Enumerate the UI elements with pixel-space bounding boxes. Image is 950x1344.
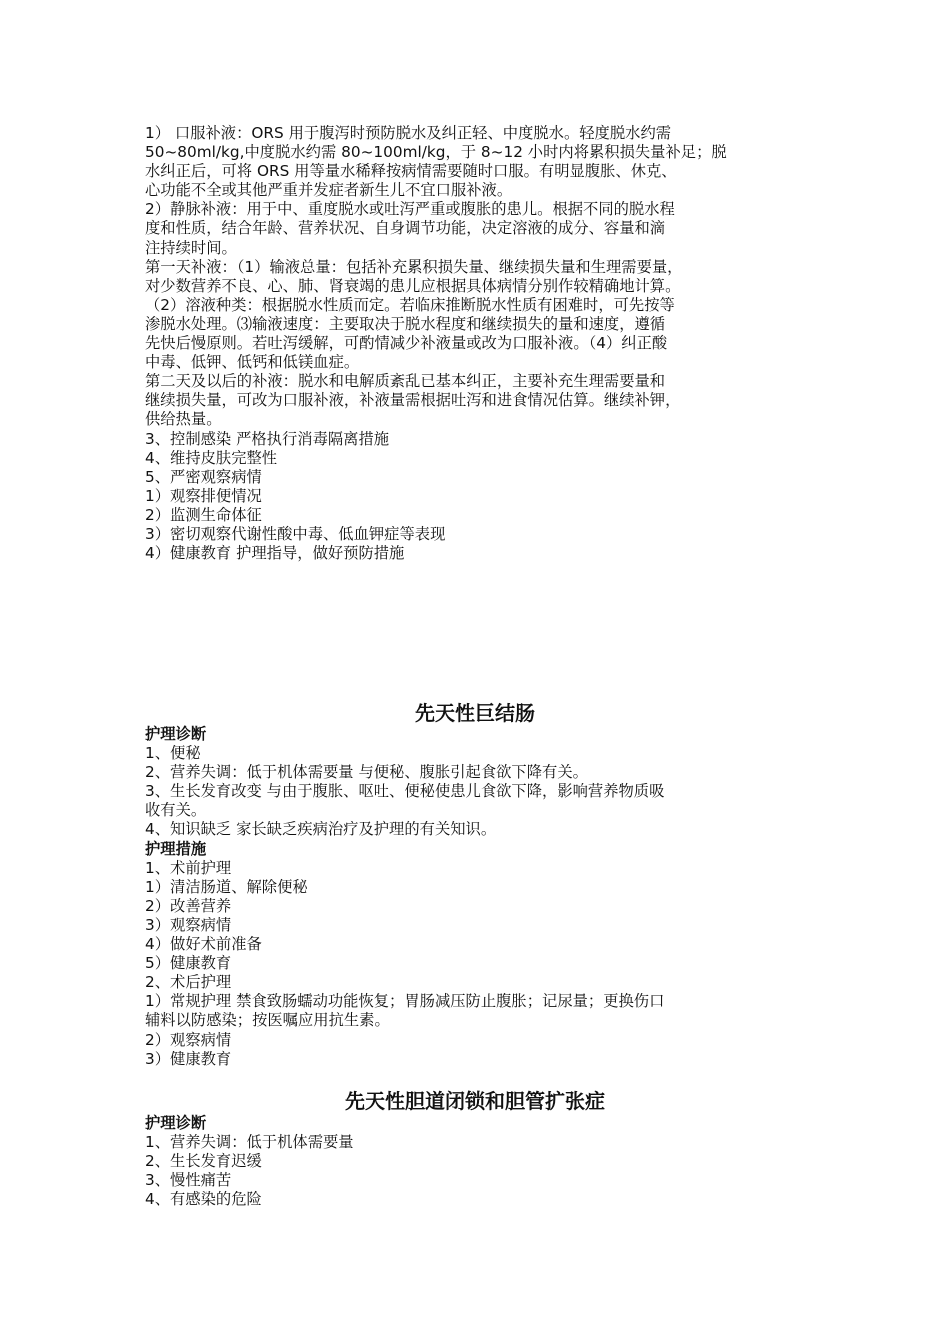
text-line: 第二天及以后的补液：脱水和电解质紊乱已基本纠正，主要补充生理需要量和 bbox=[145, 372, 666, 391]
measures-line: 3）健康教育 bbox=[145, 1049, 232, 1068]
diagnosis-line: 4、知识缺乏 家长缺乏疾病治疗及护理的有关知识。 bbox=[145, 820, 497, 839]
measures-line: 辅料以防感染；按医嘱应用抗生素。 bbox=[145, 1011, 390, 1030]
text-line: 4）健康教育 护理指导，做好预防措施 bbox=[145, 544, 405, 563]
text-line: 3）密切观察代谢性酸中毒、低血钾症等表现 bbox=[145, 524, 446, 543]
text-line: 2）静脉补液：用于中、重度脱水或吐泻严重或腹胀的患儿。根据不同的脱水程 bbox=[145, 200, 675, 219]
diagnosis-heading: 护理诊断 bbox=[145, 725, 207, 743]
diagnosis-line: 2、生长发育迟缓 bbox=[145, 1152, 262, 1171]
section-fluid-therapy bbox=[145, 124, 825, 563]
measures-line: 5）健康教育 bbox=[145, 954, 232, 973]
measures-line: 2）观察病情 bbox=[145, 1030, 232, 1049]
text-line: 2）监测生命体征 bbox=[145, 505, 262, 524]
section-hirschsprung bbox=[145, 725, 825, 1069]
text-line: 渗脱水处理。⑶输液速度：主要取决于脱水程度和继续损失的量和速度，遵循 bbox=[145, 314, 666, 333]
section-title-hirschsprung: 先天性巨结肠 bbox=[415, 701, 535, 725]
diagnosis-line: 1、营养失调：低于机体需要量 bbox=[145, 1133, 354, 1152]
measures-line: 1）清洁肠道、解除便秘 bbox=[145, 877, 308, 896]
diagnosis-heading: 护理诊断 bbox=[145, 1114, 207, 1132]
text-line: 5、严密观察病情 bbox=[145, 467, 262, 486]
text-line: 50~80ml/kg,中度脱水约需 80~100ml/kg，于 8~12 小时内将累积损失量补足；脱 bbox=[145, 143, 727, 162]
diagnosis-line: 4、有感染的危险 bbox=[145, 1190, 262, 1209]
section-biliary-atresia bbox=[145, 1114, 825, 1209]
measures-line: 2）改善营养 bbox=[145, 896, 232, 915]
text-line: 供给热量。 bbox=[145, 410, 222, 429]
section-title-biliary-atresia: 先天性胆道闭锁和胆管扩张症 bbox=[345, 1089, 605, 1113]
measures-line: 1）常规护理 禁食致肠蠕动功能恢复；胃肠减压防止腹胀；记尿量；更换伤口 bbox=[145, 992, 665, 1011]
text-line: 先快后慢原则。若吐泻缓解，可酌情减少补液量或改为口服补液。（4）纠正酸 bbox=[145, 334, 668, 353]
text-line: 1）观察排便情况 bbox=[145, 486, 262, 505]
text-line: （2）溶液种类：根据脱水性质而定。若临床推断脱水性质有困难时，可先按等 bbox=[145, 295, 675, 314]
measures-line: 2、术后护理 bbox=[145, 973, 232, 992]
diagnosis-line: 3、慢性痛苦 bbox=[145, 1171, 232, 1190]
text-line: 3、控制感染 严格执行消毒隔离措施 bbox=[145, 429, 390, 448]
diagnosis-line: 收有关。 bbox=[145, 801, 207, 820]
diagnosis-line: 1、便秘 bbox=[145, 744, 201, 763]
measures-heading: 护理措施 bbox=[145, 839, 207, 858]
measures-line: 3）观察病情 bbox=[145, 915, 232, 934]
text-line: 对少数营养不良、心、肺、肾衰竭的患儿应根据具体病情分别作较精确地计算。 bbox=[145, 276, 681, 295]
diagnosis-line: 3、生长发育改变 与由于腹胀、呕吐、便秘使患儿食欲下降，影响营养物质吸 bbox=[145, 782, 665, 801]
measures-line: 1、术前护理 bbox=[145, 858, 232, 877]
text-line: 注持续时间。 bbox=[145, 238, 237, 257]
text-line: 心功能不全或其他严重并发症者新生儿不宜口服补液。 bbox=[145, 181, 513, 200]
text-line: 继续损失量，可改为口服补液，补液量需根据吐泻和进食情况估算。继续补钾， bbox=[145, 391, 681, 410]
text-line: 4、维持皮肤完整性 bbox=[145, 448, 278, 467]
diagnosis-line: 2、营养失调：低于机体需要量 与便秘、腹胀引起食欲下降有关。 bbox=[145, 763, 588, 782]
measures-line: 4）做好术前准备 bbox=[145, 935, 262, 954]
text-line: 度和性质，结合年龄、营养状况、自身调节功能，决定溶液的成分、容量和滴 bbox=[145, 219, 666, 238]
text-line: 水纠正后，可将 ORS 用等量水稀释按病情需要随时口服。有明显腹胀、休克、 bbox=[145, 162, 677, 181]
text-line: 1） 口服补液：ORS 用于腹泻时预防脱水及纠正轻、中度脱水。轻度脱水约需 bbox=[145, 124, 672, 142]
text-line: 第一天补液：（1）输液总量：包括补充累积损失量、继续损失量和生理需要量， bbox=[145, 257, 683, 276]
text-line: 中毒、低钾、低钙和低镁血症。 bbox=[145, 353, 360, 372]
